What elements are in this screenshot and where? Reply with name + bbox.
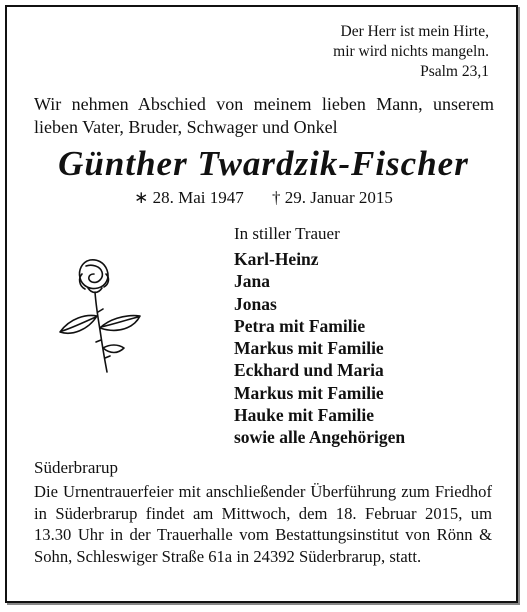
life-dates bbox=[0, 188, 527, 208]
intro-text: Wir nehmen Abschied von meinem lieben Mann, unserem lieben Vater, Bruder, Schwager und Onkel bbox=[34, 94, 494, 137]
mourner-item: Petra mit Familie bbox=[234, 315, 366, 336]
ceremony-details: Die Urnentrauerfeier mit anschließender Überführung zum Friedhof in Süderbrarup findet am Mittwoch, dem 18. Februar 2015, um 13.30 Uhr in der Trauerhalle vom Bestattungsinstitut von Rönn & Sohn, Schleswiger Straße 61a in 24392 Süderbrarup, statt. bbox=[34, 482, 492, 566]
mourner-item: Markus mit Familie bbox=[234, 338, 384, 359]
quote-line-2: mir wird nichts mangeln. bbox=[333, 43, 489, 60]
quote-source: Psalm 23,1 bbox=[420, 63, 489, 80]
mourner-item: Hauke mit Familie bbox=[234, 405, 374, 426]
mourner-item: Jonas bbox=[234, 293, 277, 314]
mourner-item: Markus mit Familie bbox=[234, 382, 384, 403]
rose-icon bbox=[52, 256, 172, 376]
mourners-list bbox=[234, 248, 405, 449]
deceased-name: Günther Twardzik-Fischer bbox=[58, 144, 469, 183]
mourner-item: sowie alle Angehörigen bbox=[234, 427, 406, 448]
mourner-item: Jana bbox=[234, 271, 270, 292]
mourning-label: In stiller Trauer bbox=[234, 224, 340, 243]
mourner-item: Eckhard und Maria bbox=[234, 360, 384, 381]
place-name: Süderbrarup bbox=[34, 458, 119, 477]
quote-line-1: Der Herr ist mein Hirte, bbox=[340, 23, 489, 40]
mourner-item: Karl-Heinz bbox=[234, 249, 319, 269]
birth-date: ∗ 28. Mai 1947 bbox=[134, 188, 244, 207]
death-date: † 29. Januar 2015 bbox=[272, 188, 393, 207]
psalm-quote bbox=[333, 22, 489, 82]
